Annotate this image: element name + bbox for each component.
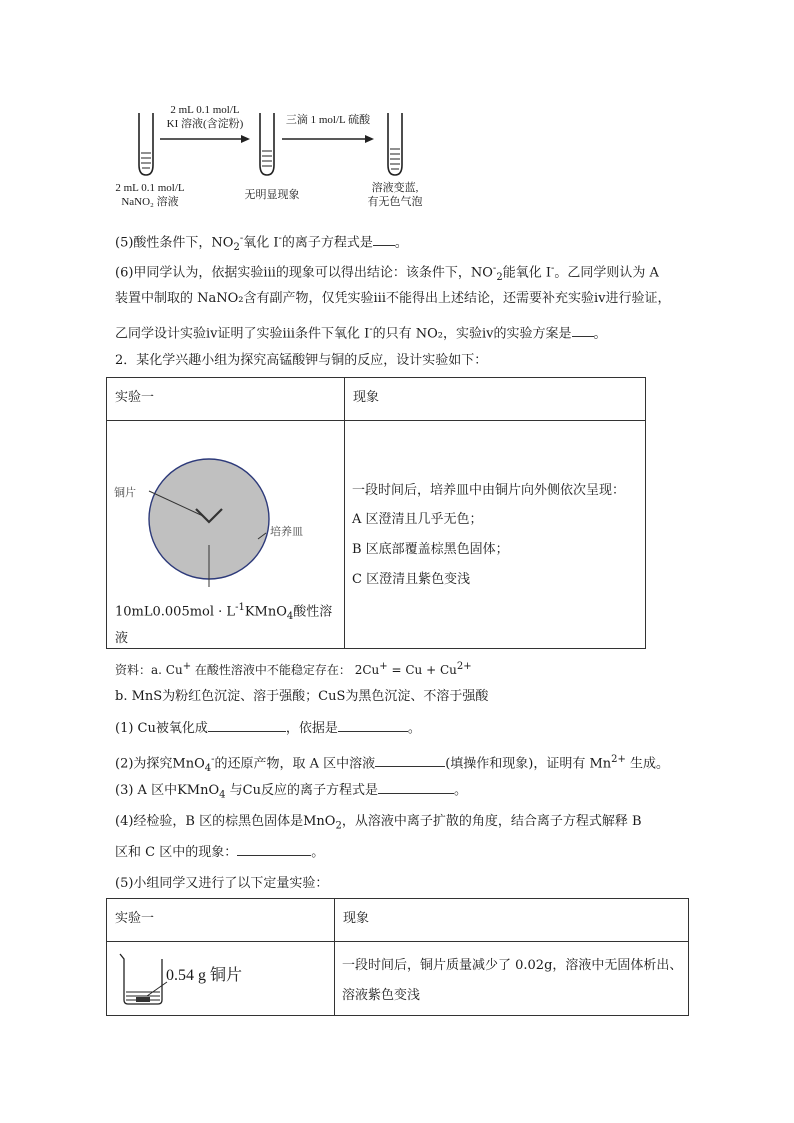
question-5-line: (5)酸性条件下，$NO_2^-$氧化 I-的离子方程式是 。 [115,233,408,253]
arrow2-label: 三滴 1 mol/L 硫酸 [285,114,371,126]
answer-blank[interactable] [572,336,594,337]
answer-blank[interactable] [378,793,454,794]
tube1-caption-line1: 2 mL 0.1 mol/L [115,182,185,194]
petri-dish-figure [107,421,336,591]
observation-line-2: A 区澄清且几乎无色； [352,512,483,527]
tube2-caption: 无明显现象 [244,189,300,201]
answer-blank[interactable] [375,766,445,767]
answer-blank[interactable] [373,245,395,246]
table2-header-experiment: 实验一 [107,899,335,942]
observation-line-4: C 区澄清且紫色变浅 [352,572,471,587]
tube3-caption-line2: 有无色气泡 [367,196,423,208]
beaker [120,954,162,1004]
question-3: (3) A 区中KMnO$_4$ 与Cu反应的离子方程式是 。 [115,783,467,801]
tube3-caption-line1: 溶液变蓝, [371,182,419,194]
dish-label: 培养皿 [270,525,303,538]
test-tube-3 [388,113,402,175]
question-4-line-2: 区和 C 区中的现象： 。 [115,845,325,860]
question-6-line-3: 乙同学设计实验ⅳ证明了实验ⅲ条件下氧化 I-的只有 NO₂，实验ⅳ的实验方案是 。 [115,324,607,342]
experiment-table-1 [106,377,646,649]
observation-line-1: 一段时间后，培养皿中由铜片向外侧依次呈现： [352,483,626,498]
copper-piece [136,997,150,1002]
table2-observation-line-2: 溶液紫色变浅 [342,988,421,1003]
info-b: b. MnS为粉红色沉淀、溶于强酸；CuS为黑色沉淀、不溶于强酸 [115,689,489,704]
table1-header-phenomenon: 现象 [345,378,646,421]
copper-label: 铜片 [114,486,136,499]
table1-observation-cell [345,421,646,649]
table1-header-experiment: 实验一 [107,378,345,421]
answer-blank[interactable] [208,731,286,732]
arrow1-label-line2: KI 溶液(含淀粉) [166,118,244,130]
test-tube-1 [139,113,153,175]
table2-observation-line-1: 一段时间后，铜片质量减少了 0.02g，溶液中无固体析出、 [342,958,683,973]
question-6-line-1: (6)甲同学认为，依据实验ⅲ的现象可以得出结论：该条件下，$NO^-_2$能氧化 I-。乙同学则认为 A [115,263,659,283]
solution-label-line2: 液 [115,631,129,646]
question-6-line-2: 装置中制取的 NaNO₂含有副产物，仅凭实验ⅲ不能得出上述结论，还需要补充实验ⅳ进行验证， [115,291,671,306]
observation-line-3: B 区底部覆盖棕黑色固体； [352,542,509,557]
answer-blank[interactable] [338,731,408,732]
problem-2-intro: 2．某化学兴趣小组为探究高锰酸钾与铜的反应，设计实验如下： [115,353,488,368]
answer-blank[interactable] [237,855,311,856]
experiment-table-2 [106,898,689,1016]
tube1-caption-line2: NaNO₂ 溶液 [121,196,179,208]
table2-observation-cell [335,942,689,1016]
question-1: (1) Cu被氧化成 ，依据是 。 [115,721,421,736]
table2-header-phenomenon: 现象 [335,899,689,942]
arrow-1 [160,135,250,143]
apparatus-diagram [110,95,450,220]
arrow-2 [282,135,374,143]
question-2: (2)为探究MnO$_4$-的还原产物，取 A 区中溶液 (填操作和现象)，证明有 $Mn^{2+}$ 生成。 [115,754,670,774]
table1-dish-cell [107,421,345,649]
question-4-line-1: (4)经检验，B 区的棕黑色固体是MnO$_2$，从溶液中离子扩散的角度，结合离子方程式解释 B [115,814,642,832]
arrow1-label-line1: 2 mL 0.1 mol/L [170,104,240,116]
info-a: 资料：a. Cu+ 在酸性溶液中不能稳定存在： $2Cu^+ = Cu + Cu^{2+}$ [115,661,472,677]
question-5-quantitative: (5)小组同学又进行了以下定量实验： [115,876,329,891]
beaker-label: 0.54 g 铜片 [166,967,243,984]
solution-label: $10mL0.005mol \cdot L^{-1}KMnO_4$酸性溶 [115,602,333,622]
table2-beaker-cell [107,942,335,1016]
